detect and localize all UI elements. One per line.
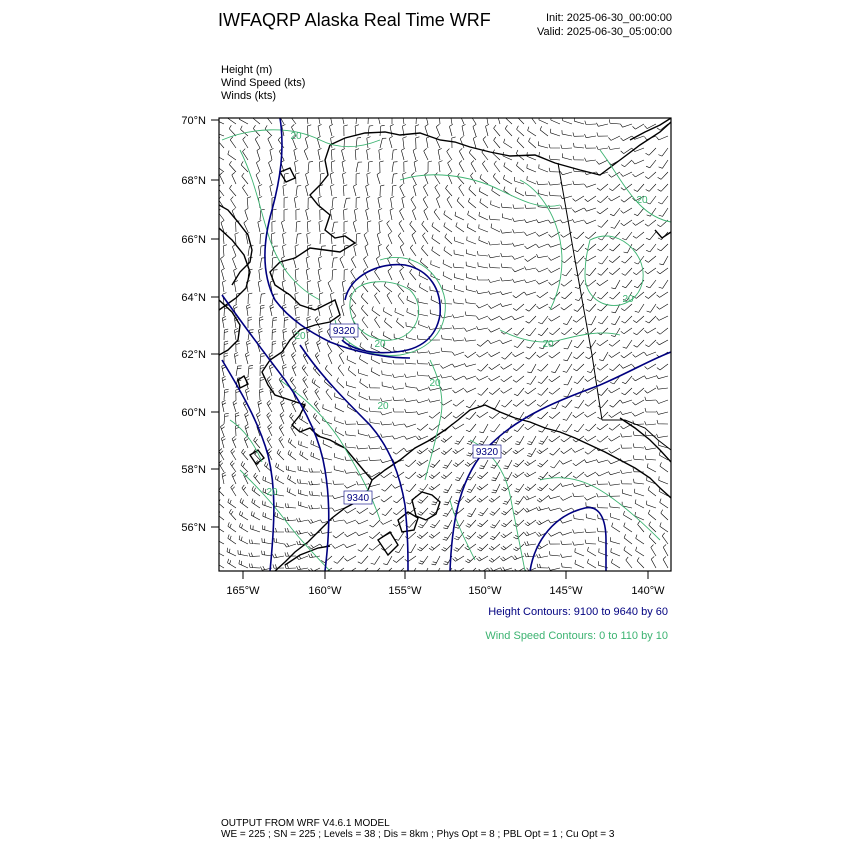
height-label: 9320	[475, 447, 499, 458]
lon-label: 155°W	[388, 585, 422, 597]
lon-label: 165°W	[226, 585, 260, 597]
height-contours-legend: Height Contours: 9100 to 9640 by 60	[488, 606, 668, 618]
lat-label: 64°N	[181, 292, 206, 304]
lat-label: 56°N	[181, 522, 206, 534]
wind-contours-legend: Wind Speed Contours: 0 to 110 by 10	[485, 630, 668, 642]
wind-label: 20	[622, 294, 634, 305]
height-label: 9340	[346, 493, 370, 504]
wind-label: 20	[429, 378, 441, 389]
longitude-labels	[226, 585, 665, 597]
lat-label: 62°N	[181, 349, 206, 361]
wind-label: 20	[266, 487, 278, 498]
valid-time: Valid: 2025-06-30_05:00:00	[537, 26, 672, 38]
wind-label: 20	[294, 331, 306, 342]
lat-label: 68°N	[181, 175, 206, 187]
lat-label: 58°N	[181, 464, 206, 476]
lat-label: 66°N	[181, 234, 206, 246]
model-config-line: WE = 225 ; SN = 225 ; Levels = 38 ; Dis = 8km ; Phys Opt = 8 ; PBL Opt = 1 ; Cu Opt = 3	[221, 829, 615, 840]
model-output-line: OUTPUT FROM WRF V4.6.1 MODEL	[221, 818, 390, 829]
lat-label: 70°N	[181, 115, 206, 127]
lon-label: 150°W	[468, 585, 502, 597]
lon-label: 145°W	[549, 585, 583, 597]
field-winds: Winds (kts)	[221, 90, 276, 102]
height-label: 9320	[332, 326, 356, 337]
init-time: Init: 2025-06-30_00:00:00	[546, 12, 672, 24]
wind-label: 20	[636, 195, 648, 206]
field-height: Height (m)	[221, 64, 273, 76]
wind-label: 20	[377, 401, 389, 412]
wind-label: 20	[374, 339, 386, 350]
lon-label: 160°W	[308, 585, 342, 597]
map-title: IWFAQRP Alaska Real Time WRF	[218, 10, 491, 30]
latitude-labels	[181, 115, 206, 534]
wind-label: 20	[290, 131, 302, 142]
field-wind-speed: Wind Speed (kts)	[221, 77, 306, 89]
lon-label: 140°W	[631, 585, 665, 597]
wind-label: 20	[542, 339, 554, 350]
lat-label: 60°N	[181, 407, 206, 419]
